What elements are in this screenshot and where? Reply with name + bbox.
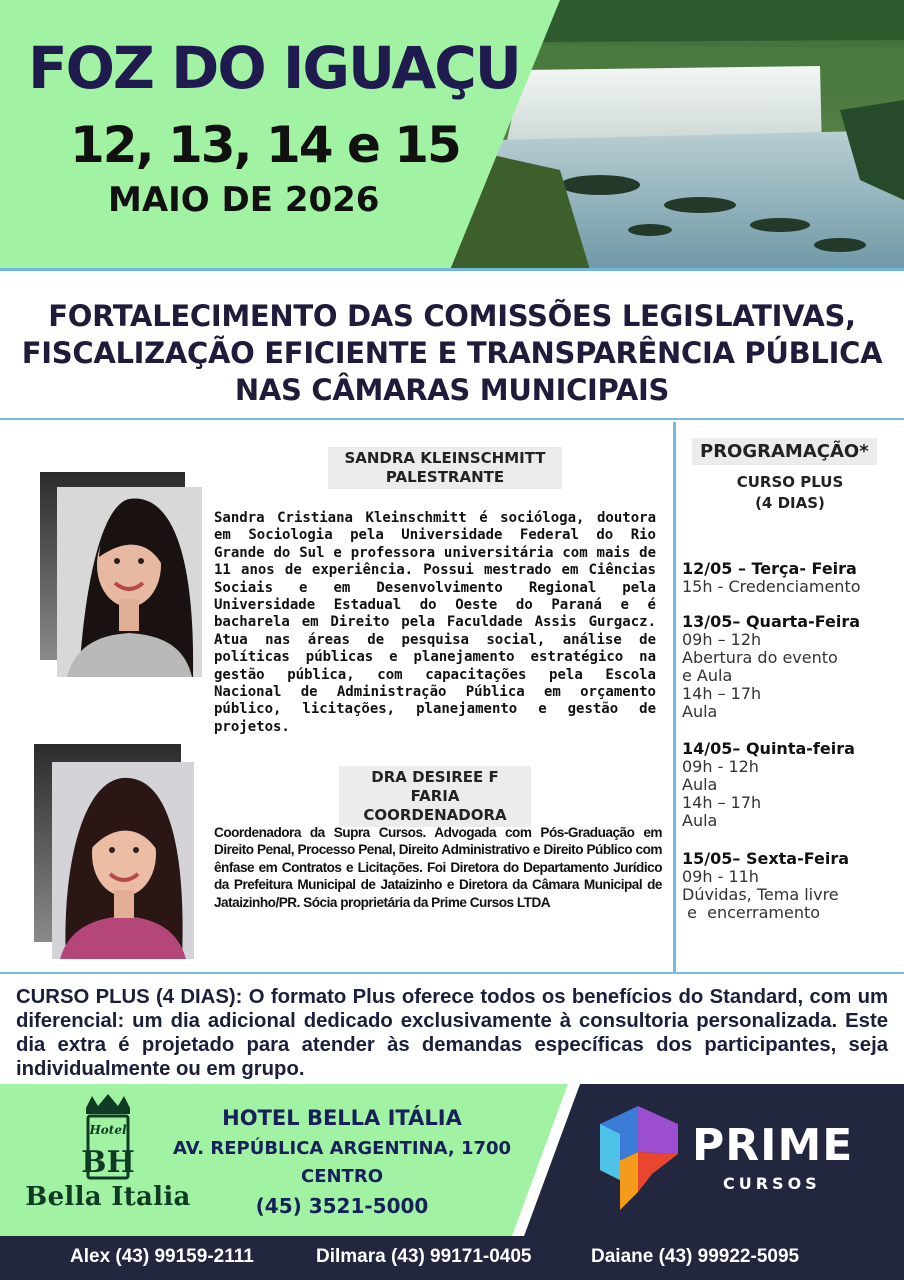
plus-description: CURSO PLUS (4 DIAS): O formato Plus oferece todos os benefícios do Standard, com um diferencial: um dia adicional dedicado exclusivamente à consultoria personalizada. Este dia extra é projetado para atender às demandas específicas dos participantes, seja individualmente ou em grupo. [16, 986, 888, 1080]
prime-brand-sub: CURSOS [723, 1174, 821, 1193]
program-day-line: 14h – 17h [682, 684, 762, 703]
course-title-line: FISCALIZAÇÃO EFICIENTE E TRANSPARÊNCIA PÚBLICA [21, 336, 883, 370]
program-subtitle [720, 472, 860, 514]
program-day-title: 15/05– Sexta-Feira [682, 849, 850, 868]
program-day-line: e Aula [682, 666, 733, 685]
speaker-role: COORDENADORA [363, 806, 507, 824]
program-day-line: 15h - Credenciamento [682, 577, 861, 596]
event-dates: 12, 13, 14 e 15 [70, 116, 460, 174]
program-day-line: Abertura do evento [682, 648, 838, 667]
speaker-photo-desiree [52, 762, 194, 959]
program-day [682, 560, 897, 596]
program-day [682, 613, 897, 721]
speaker-portrait [52, 762, 194, 959]
hotel-logo-name: Bella Italia [25, 1182, 191, 1212]
program-subtitle-line: CURSO PLUS [736, 473, 844, 491]
prime-brand-name: PRIME [692, 1120, 854, 1171]
program-day-line: 14h – 17h [682, 793, 762, 812]
program-day-line: Dúvidas, Tema livre [682, 885, 839, 904]
program-day-line: 09h - 12h [682, 757, 759, 776]
course-title-line: NAS CÂMARAS MUNICIPAIS [234, 373, 670, 407]
hotel-logo-initials: BH [81, 1145, 135, 1180]
speaker-bio-desiree: Coordenadora da Supra Cursos. Advogada com Pós-Graduação em Direito Penal, Processo Penal, Direito Administrativo e Direito Público com ênfase em Contratos e Licitações. Foi Diretora do Departamento Jurídico da Prefeitura Municipal de Jataizinho e Diretora da Câmara Municipal de Jataizinho/PR. Sócia proprietária da Prime Cursos LTDA [214, 825, 662, 910]
speaker-role: PALESTRANTE [385, 468, 505, 486]
program-heading: PROGRAMAÇÃO* [692, 438, 877, 465]
speaker-name: SANDRA KLEINSCHMITT [344, 449, 546, 467]
footer-banner [0, 1084, 904, 1236]
contact-phone[interactable]: Alex (43) 99159-2111 [70, 1246, 254, 1267]
program-day-line: 09h – 12h [682, 630, 762, 649]
speaker-portrait [57, 487, 202, 677]
header-banner [0, 0, 904, 270]
hotel-phone: (45) 3521-5000 [255, 1194, 429, 1218]
program-day-line: Aula [682, 811, 718, 830]
divider [0, 972, 904, 974]
program-day-title: 12/05 – Terça- Feira [682, 559, 857, 578]
program-day-line: Aula [682, 775, 718, 794]
course-title-line: FORTALECIMENTO DAS COMISSÕES LEGISLATIVAS, [48, 299, 856, 333]
contact-phone[interactable]: Dilmara (43) 99171-0405 [316, 1246, 532, 1267]
speaker-photo-sandra [57, 487, 202, 677]
speaker-name: DRA DESIREE F FARIA [371, 768, 499, 805]
prime-logo-icon [596, 1104, 682, 1212]
divider [0, 418, 904, 420]
hotel-logo-word: Hotel [89, 1123, 127, 1137]
program-day-line: Aula [682, 702, 718, 721]
column-divider [673, 422, 676, 972]
hotel-district: CENTRO [300, 1166, 383, 1187]
program-day [682, 740, 897, 830]
program-day-title: 14/05– Quinta-feira [682, 739, 855, 758]
speaker-tag-desiree [339, 766, 531, 827]
contacts-bar [0, 1236, 904, 1280]
city-title: FOZ DO IGUAÇU [28, 34, 520, 102]
divider [0, 268, 904, 271]
program-day-line: 09h - 11h [682, 867, 759, 886]
program-subtitle-line: (4 DIAS) [755, 494, 825, 512]
speaker-tag-sandra [328, 447, 562, 489]
program-day-title: 13/05– Quarta-Feira [682, 612, 861, 631]
program-day-line: e encerramento [682, 903, 821, 922]
program-day [682, 850, 897, 922]
hotel-name: HOTEL BELLA ITÁLIA [222, 1106, 462, 1130]
hotel-address: AV. REPÚBLICA ARGENTINA, 1700 [172, 1138, 512, 1159]
contact-phone[interactable]: Daiane (43) 99922-5095 [591, 1246, 800, 1267]
event-month-year: MAIO DE 2026 [108, 180, 380, 220]
course-title [0, 298, 904, 409]
speaker-bio-sandra: Sandra Cristiana Kleinschmitt é socióloga, doutora em Sociologia pela Universidade Federal do Rio Grande do Sul e professora universitária com mais de 11 anos de experiência. Possui mestrado em Ciências Sociais e em Desenvolvimento Regional pela Universidade Estadual do Oeste do Paraná e é bacharela em Direito pela Faculdade Assis Gurgacz. Atua nas áreas de pesquisa social, análise de políticas públicas e planejamento estratégico na gestão pública, com capacitações pela Escola Nacional de Administração Pública em orçamento público, licitações, planejamento e gestão de projetos. [214, 510, 656, 735]
